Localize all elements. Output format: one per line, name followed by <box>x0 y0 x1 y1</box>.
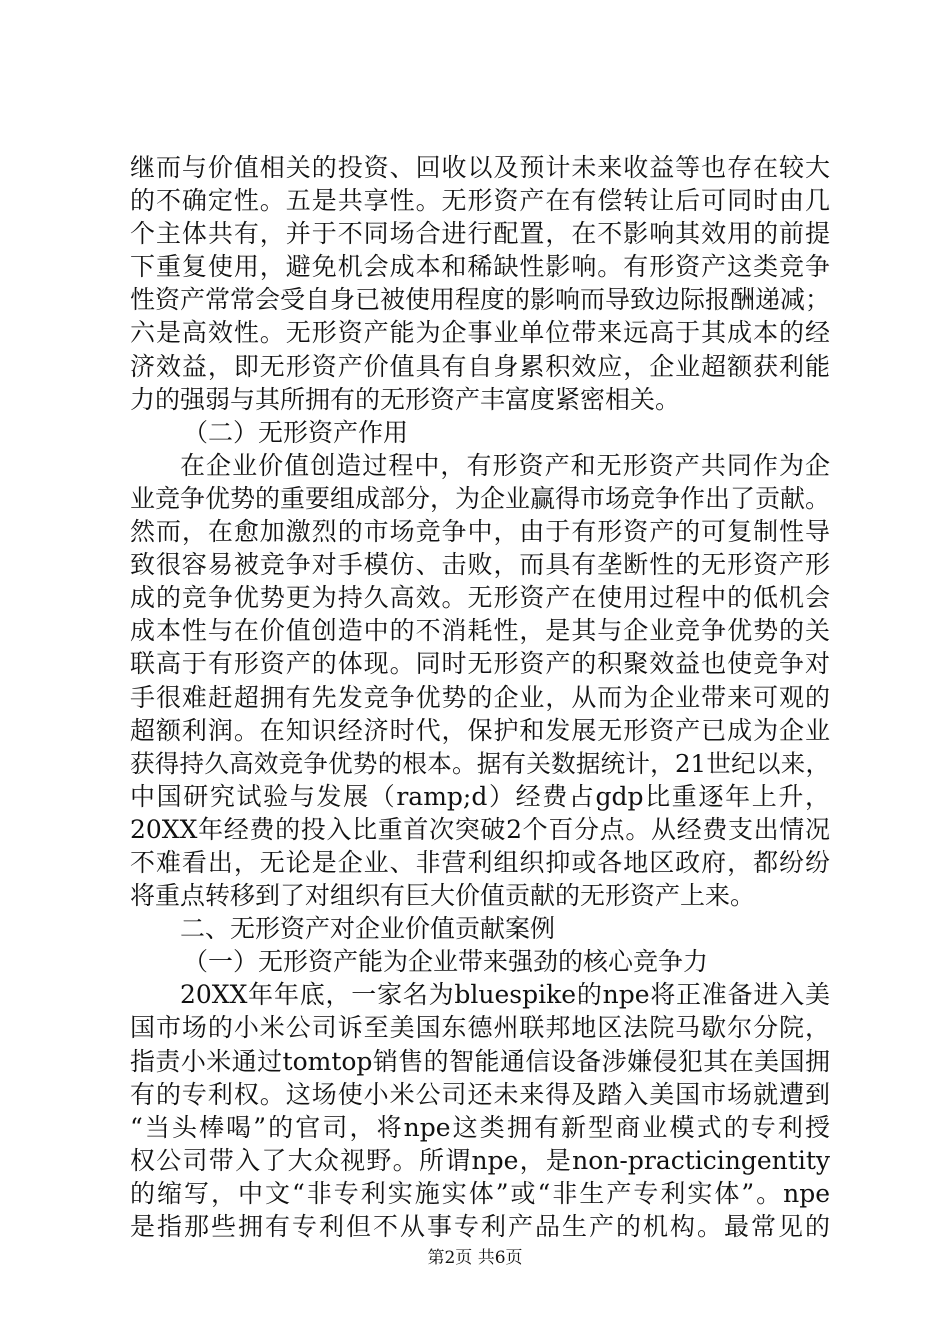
text-line: 超额利润。在知识经济时代，保护和发展无形资产已成为企业 <box>130 715 830 745</box>
section-heading: （二）无形资产作用 <box>183 417 409 447</box>
text-line: 联高于有形资产的体现。同时无形资产的积聚效益也使竞争对 <box>130 649 830 679</box>
text-line: “当头棒喝”的官司，将npe这类拥有新型商业模式的专利授 <box>130 1112 830 1142</box>
text-line: 济效益，即无形资产价值具有自身累积效应，企业超额获利能 <box>130 351 830 381</box>
text-line: 获得持久高效竞争优势的根本。据有关数据统计，21世纪以来， <box>130 748 830 778</box>
text-line: 继而与价值相关的投资、回收以及预计未来收益等也存在较大 <box>130 153 830 182</box>
text-line: 有的专利权。这场使小米公司还未来得及踏入美国市场就遭到 <box>130 1079 830 1109</box>
text-line: 业竞争优势的重要组成部分，为企业赢得市场竞争作出了贡献。 <box>130 483 831 513</box>
section-heading: （一）无形资产能为企业带来强劲的核心竞争力 <box>183 947 709 977</box>
text-line: 然而，在愈加激烈的市场竞争中，由于有形资产的可复制性导 <box>130 517 830 547</box>
text-line: 是指那些拥有专利但不从事专利产品生产的机构。最常见的 <box>130 1212 830 1241</box>
text-line: 的缩写，中文“非专利实施实体”或“非生产专利实体”。npe <box>130 1178 830 1208</box>
text-line: 指责小米通过tomtop销售的智能通信设备涉嫌侵犯其在美国拥 <box>130 1046 830 1076</box>
text-line: 将重点转移到了对组织有巨大价值贡献的无形资产上来。 <box>130 881 756 911</box>
text-line: 致很容易被竞争对手模仿、击败，而具有垄断性的无形资产形 <box>130 550 830 580</box>
page-footer: 第2页 共6页 <box>427 1248 523 1268</box>
section-heading: 二、无形资产对企业价值贡献案例 <box>180 914 556 944</box>
text-line: 的不确定性。五是共享性。无形资产在有偿转让后可同时由几 <box>130 186 830 216</box>
text-line: 成的竞争优势更为持久高效。无形资产在使用过程中的低机会 <box>130 583 830 613</box>
text-line: 中国研究试验与发展（ramp;d）经费占gdp比重逐年上升， <box>130 781 830 811</box>
text-line: 个主体共有，并于不同场合进行配置，在不影响其效用的前提 <box>130 219 830 249</box>
text-line: 六是高效性。无形资产能为企事业单位带来远高于其成本的经 <box>130 318 830 348</box>
body-text <box>130 151 830 1243</box>
text-line: 下重复使用，避免机会成本和稀缺性影响。有形资产这类竞争 <box>130 252 830 282</box>
text-line: 成本性与在价值创造中的不消耗性，是其与企业竞争优势的关 <box>130 616 830 646</box>
text-line: 权公司带入了大众视野。所谓npe，是non-practicingentity <box>130 1145 830 1175</box>
text-line: 20XX年年底，一家名为bluespike的npe将正准备进入美 <box>180 980 830 1010</box>
text-line: 不难看出，无论是企业、非营利组织抑或各地区政府，都纷纷 <box>130 847 830 877</box>
text-line: 20XX年经费的投入比重首次突破2个百分点。从经费支出情况 <box>130 814 830 844</box>
text-line: 力的强弱与其所拥有的无形资产丰富度紧密相关。 <box>130 384 681 414</box>
text-line: 在企业价值创造过程中，有形资产和无形资产共同作为企 <box>180 450 830 480</box>
text-line: 手很难赶超拥有先发竞争优势的企业，从而为企业带来可观的 <box>130 682 830 712</box>
text-line: 性资产常常会受自身已被使用程度的影响而导致边际报酬递减； <box>130 285 831 315</box>
text-line: 国市场的小米公司诉至美国东德州联邦地区法院马歇尔分院， <box>130 1013 830 1043</box>
